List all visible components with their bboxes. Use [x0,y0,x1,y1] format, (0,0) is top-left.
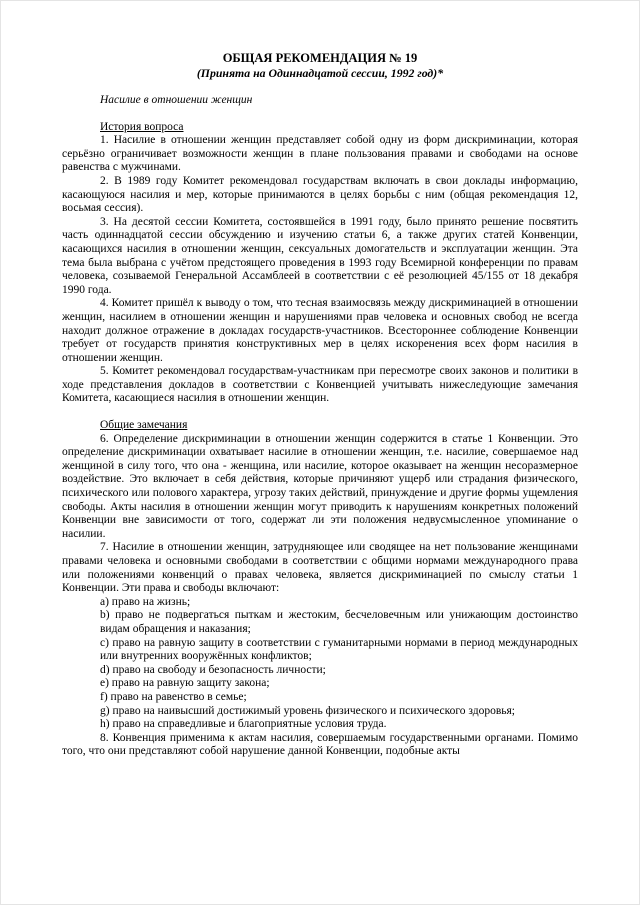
paragraph-1: 1. Насилие в отношении женщин представляет собой одну из форм дискриминации, которая серьёзно ограничивает возможности женщин в плане пользования правами и свободами на основе равенства с мужчинами. [62,134,578,174]
list-item-h: h) право на справедливые и благоприятные условия труда. [100,718,387,731]
paragraph-6: 6. Определение дискриминации в отношении женщин содержится в статье 1 Конвенции. Это определение дискриминации охватывает насилие в отношении женщин, т.е. насилие, совершаемое над женщиной в силу того, что она - женщина, или насилие, которое оказывает на женщин несоразмерное воздействие. Это включает в себя действия, которые причиняют ущерб или страдания физического, психического или полового характера, угрозу таких действий, принуждение и другие формы ущемления свободы. Акты насилия в отношении женщин могут приводить к нарушениям конкретных положений Конвенции вне зависимости от того, содержат ли эти положения недвусмысленное упоминание о насилии. [62,432,578,540]
list-item-e: e) право на равную защиту закона; [100,677,270,690]
list-item-c: c) право на равную защиту в соответствии с гуманитарными нормами в период международных или внутренних вооружённых конфликтов; [100,636,578,663]
list-item-g: g) право на наивысший достижимый уровень физического и психического здоровья; [100,704,515,717]
document-title: ОБЩАЯ РЕКОМЕНДАЦИЯ № 19 [222,51,418,65]
paragraph-4: 4. Комитет пришёл к выводу о том, что тесная взаимосвязь между дискриминацией в отношении женщин, насилием в отношении женщин и нарушениями прав человека и основных свобод не всегда находит должное отражение в докладах государств-участников. Всестороннее соблюдение Конвенции требует от государств принятия конструктивных мер в целях искоренения всех форм насилия в отношении женщин. [62,297,578,364]
paragraph-3: 3. На десятой сессии Комитета, состоявшейся в 1991 году, было принято решение посвятить часть одиннадцатой сессии обсуждению и изучению статьи 6, а также других статей Конвенции, касающихся насилия в отношении женщин, сексуальных домогательств и эксплуатации женщин. Эта тема была выбрана с учётом предстоящего проведения в 1993 году Всемирной конференции по правам человека, созываемой Генеральной Ассамблеей в соответствии с её резолюцией 45/155 от 18 декабря 1990 года. [62,215,578,296]
document-subject: Насилие в отношении женщин [100,94,253,106]
paragraph-2: 2. В 1989 году Комитет рекомендовал государствам включать в свои доклады информацию, касающуюся насилия и мер, которые принимаются в целях борьбы с ним (общая рекомендация 12, восьмая сессия). [62,174,578,215]
list-item-b: b) право не подвергаться пыткам и жестоким, бесчеловечным или унижающим достоинство видам обращения и наказания; [100,609,578,635]
paragraph-8: 8. Конвенция применима к актам насилия, совершаемым государственными органами. Помимо того, что они представляют собой нарушение данной Конвенции, подобные акты [62,731,578,758]
document-subtitle: (Принята на Одиннадцатой сессии, 1992 год)* [196,66,444,80]
list-item-f: f) право на равенство в семье; [100,690,247,703]
section-heading-general [62,419,578,433]
list-item-d: d) право на свободу и безопасность личности; [100,663,326,676]
list-item-a: a) право на жизнь; [100,595,191,608]
paragraph-5: 5. Комитет рекомендовал государствам-участникам при пересмотре своих законов и политики в ходе представления докладов в соответствии с Конвенцией учитывать нижеследующие замечания Комитета, касающиеся насилия в отношении женщин. [62,365,578,405]
paragraph-7: 7. Насилие в отношении женщин, затрудняющее или сводящее на нет пользование женщинами правами человека и основными свободами в соответствии с общими нормами международного права или положениями конвенций о правах человека, является дискриминацией по смыслу статьи 1 Конвенции. Эти права и свободы включают: [62,541,578,595]
section-heading-history-label: История вопроса [100,120,184,133]
section-heading-history [62,121,578,135]
section-heading-general-label: Общие замечания [100,419,188,432]
